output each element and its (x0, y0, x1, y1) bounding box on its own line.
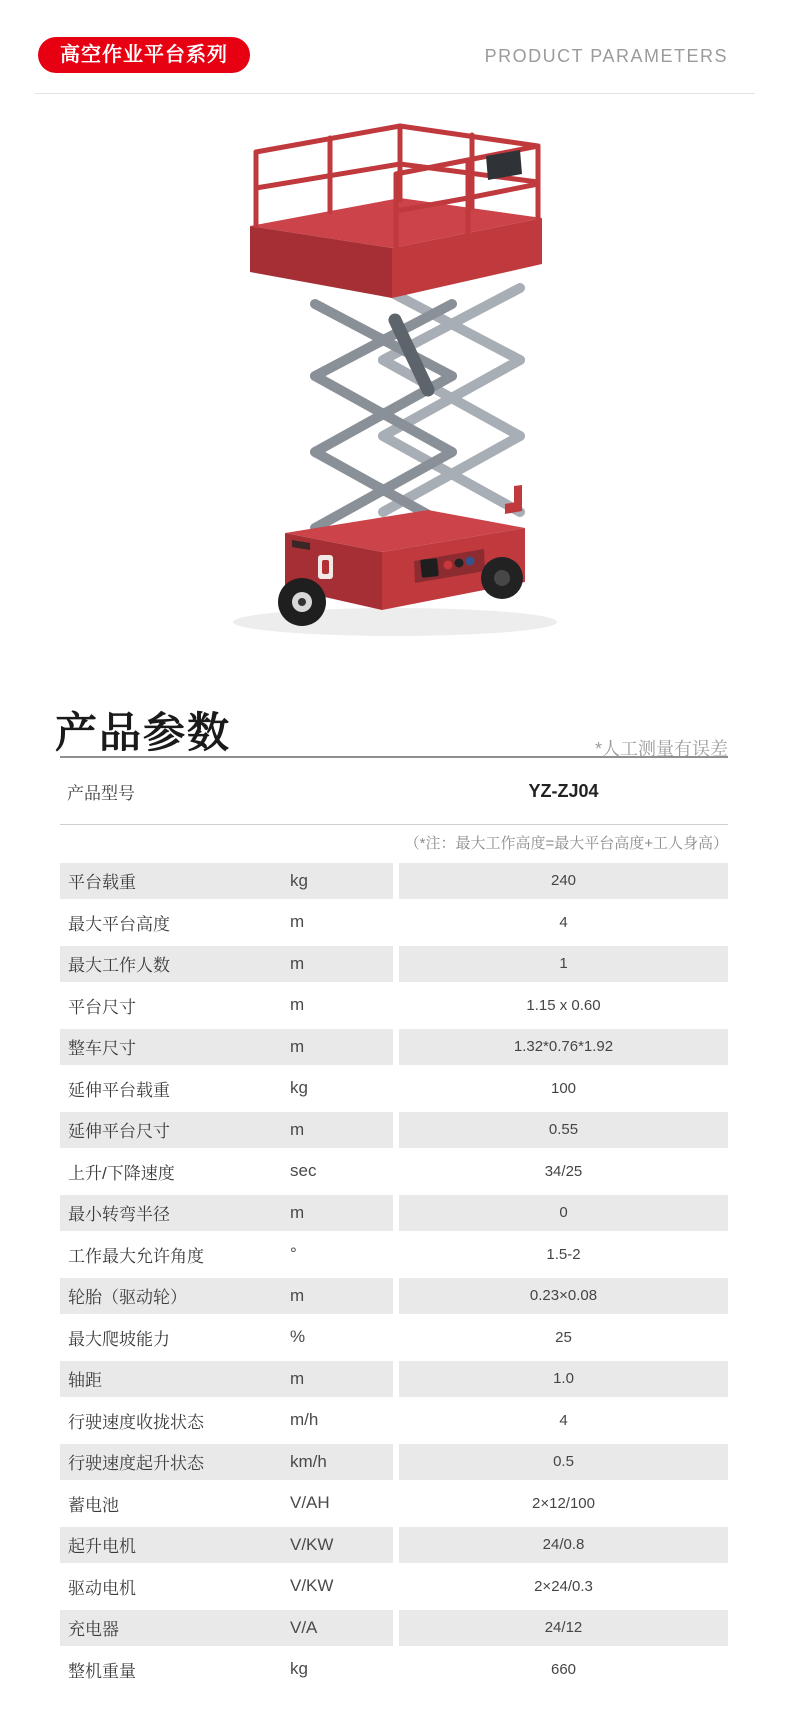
spec-row (60, 1068, 728, 1110)
spec-row (60, 1441, 728, 1483)
spec-name: 蓄电池 (68, 1495, 119, 1515)
spec-unit: m (290, 1285, 305, 1305)
spec-cell-left (60, 1278, 393, 1314)
spec-cell-right (399, 1071, 728, 1107)
spec-unit: V/KW (290, 1534, 334, 1554)
spec-unit: m (290, 953, 305, 973)
spec-cell-left (60, 1486, 393, 1522)
spec-unit: m/h (290, 1410, 319, 1430)
spec-value: 1.5-2 (546, 1245, 581, 1263)
spec-cell-right (399, 863, 728, 899)
spec-cell-left (60, 1195, 393, 1231)
spec-cell-left (60, 905, 393, 941)
spec-cell-left (60, 1320, 393, 1356)
spec-cell-left (60, 863, 393, 899)
spec-row (60, 1607, 728, 1649)
spec-cell-left (60, 1610, 393, 1646)
spec-row (60, 1483, 728, 1525)
spec-value: 0.5 (553, 1453, 574, 1471)
spec-row (60, 902, 728, 944)
model-row (60, 756, 728, 825)
spec-unit: m (290, 1368, 305, 1388)
spec-cell-left (60, 1237, 393, 1273)
spec-unit: V/KW (290, 1576, 334, 1596)
spec-row (60, 1192, 728, 1234)
spec-row (60, 1317, 728, 1359)
spec-cell-right (399, 1154, 728, 1190)
spec-cell-left (60, 1652, 393, 1688)
spec-value: 4 (559, 913, 568, 931)
spec-name: 充电器 (68, 1620, 119, 1640)
spec-name: 延伸平台尺寸 (68, 1122, 170, 1142)
spec-row (60, 1275, 728, 1317)
spec-cell-right (399, 1361, 728, 1397)
spec-value: 2×24/0.3 (534, 1577, 593, 1595)
spec-name: 延伸平台载重 (68, 1080, 170, 1100)
spec-row (60, 1109, 728, 1151)
wheel-right (481, 557, 523, 599)
spec-cell-left (60, 1029, 393, 1065)
spec-unit: km/h (290, 1451, 327, 1471)
spec-cell-right (399, 1486, 728, 1522)
spec-row (60, 1524, 728, 1566)
spec-row (60, 1234, 728, 1276)
spec-unit: V/A (290, 1617, 318, 1637)
spec-row (60, 1026, 728, 1068)
spec-cell-left (60, 1527, 393, 1563)
spec-cell-left (60, 1154, 393, 1190)
model-value: YZ-ZJ04 (528, 780, 599, 801)
spec-value: 660 (550, 1660, 577, 1678)
spec-cell-right (399, 1112, 728, 1148)
spec-value: 100 (550, 1079, 577, 1097)
spec-name: 上升/下降速度 (68, 1163, 175, 1183)
spec-name: 轴距 (68, 1371, 102, 1391)
spec-cell-right (399, 1444, 728, 1480)
spec-name: 起升电机 (68, 1537, 136, 1557)
spec-value: 24/0.8 (542, 1536, 585, 1554)
spec-row (60, 1151, 728, 1193)
spec-cell-left (60, 1403, 393, 1439)
model-label: 产品型号 (67, 783, 135, 803)
spec-table (60, 860, 728, 1690)
spec-value: 2×12/100 (532, 1494, 595, 1512)
spec-row (60, 985, 728, 1027)
spec-cell-right (399, 1195, 728, 1231)
spec-value: 1.32*0.76*1.92 (513, 1038, 614, 1056)
spec-cell-right (399, 905, 728, 941)
panel-button-black (455, 559, 464, 568)
spec-unit: V/AH (290, 1493, 330, 1513)
spec-value: 240 (550, 872, 577, 890)
spec-unit: kg (290, 870, 308, 890)
spec-unit: kg (290, 1659, 308, 1679)
spec-cell-right (399, 1652, 728, 1688)
spec-name: 整车尺寸 (68, 1039, 136, 1059)
wheel-left (278, 578, 326, 626)
measurement-disclaimer: *人工测量有误差 (594, 739, 728, 759)
spec-name: 最大平台高度 (68, 914, 170, 934)
spec-cell-left (60, 1569, 393, 1605)
spec-cell-right (399, 1278, 728, 1314)
spec-cell-right (399, 1403, 728, 1439)
spec-name: 驱动电机 (68, 1578, 136, 1598)
spec-cell-left (60, 1112, 393, 1148)
spec-cell-right (399, 1610, 728, 1646)
scissor-lift-image (190, 108, 600, 643)
spec-value: 0.55 (548, 1121, 579, 1139)
spec-value: 24/12 (544, 1619, 583, 1637)
spec-name: 工作最大允许角度 (68, 1246, 204, 1266)
spec-name: 轮胎（驱动轮） (68, 1288, 187, 1308)
spec-cell-right (399, 1569, 728, 1605)
spec-unit: m (290, 1119, 305, 1139)
spec-name: 平台载重 (68, 873, 136, 893)
spec-value: 0.23×0.08 (529, 1287, 598, 1305)
spec-cell-left (60, 1071, 393, 1107)
spec-name: 最大工作人数 (68, 956, 170, 976)
spec-unit: ° (290, 1244, 297, 1264)
spec-name: 整机重量 (68, 1661, 136, 1681)
spec-unit: m (290, 995, 305, 1015)
spec-name: 最小转弯半径 (68, 1205, 170, 1225)
spec-row (60, 1649, 728, 1691)
spec-value: 1.15 x 0.60 (526, 996, 601, 1014)
panel-button-red (444, 561, 453, 570)
spec-value: 34/25 (544, 1162, 583, 1180)
spec-unit: kg (290, 1078, 308, 1098)
spec-cell-right (399, 1029, 728, 1065)
scissor-lift-illustration (190, 108, 600, 643)
spec-value: 25 (555, 1328, 572, 1346)
spec-cell-right (399, 1320, 728, 1356)
spec-name: 平台尺寸 (68, 997, 136, 1017)
spec-unit: m (290, 1036, 305, 1056)
spec-name: 最大爬坡能力 (68, 1329, 170, 1349)
spec-value: 0 (559, 1204, 568, 1222)
panel-button-blue (466, 557, 475, 566)
spec-cell-right (399, 988, 728, 1024)
product-parameters-label: PRODUCT PARAMETERS (484, 46, 728, 66)
spec-cell-left (60, 1444, 393, 1480)
spec-cell-right (399, 1237, 728, 1273)
spec-cell-right (399, 946, 728, 982)
spec-unit: m (290, 1202, 305, 1222)
table-note: （*注：最大工作高度=最大平台高度+工人身高） (404, 835, 728, 852)
spec-row (60, 1400, 728, 1442)
spec-unit: sec (290, 1161, 317, 1181)
series-badge: 高空作业平台系列 (38, 37, 250, 73)
spec-row (60, 943, 728, 985)
spec-value: 4 (559, 1411, 568, 1429)
page-title: 产品参数 (55, 709, 232, 756)
spec-name: 行驶速度起升状态 (68, 1454, 204, 1474)
spec-row (60, 1358, 728, 1400)
spec-row (60, 860, 728, 902)
spec-cell-left (60, 946, 393, 982)
spec-cell-left (60, 988, 393, 1024)
spec-value: 1 (559, 955, 568, 973)
spec-cell-left (60, 1361, 393, 1397)
spec-name: 行驶速度收拢状态 (68, 1412, 204, 1432)
spec-unit: m (290, 912, 305, 932)
spec-unit: % (290, 1327, 306, 1347)
spec-value: 1.0 (553, 1370, 574, 1388)
spec-row (60, 1566, 728, 1608)
spec-cell-right (399, 1527, 728, 1563)
header-divider (35, 93, 755, 94)
